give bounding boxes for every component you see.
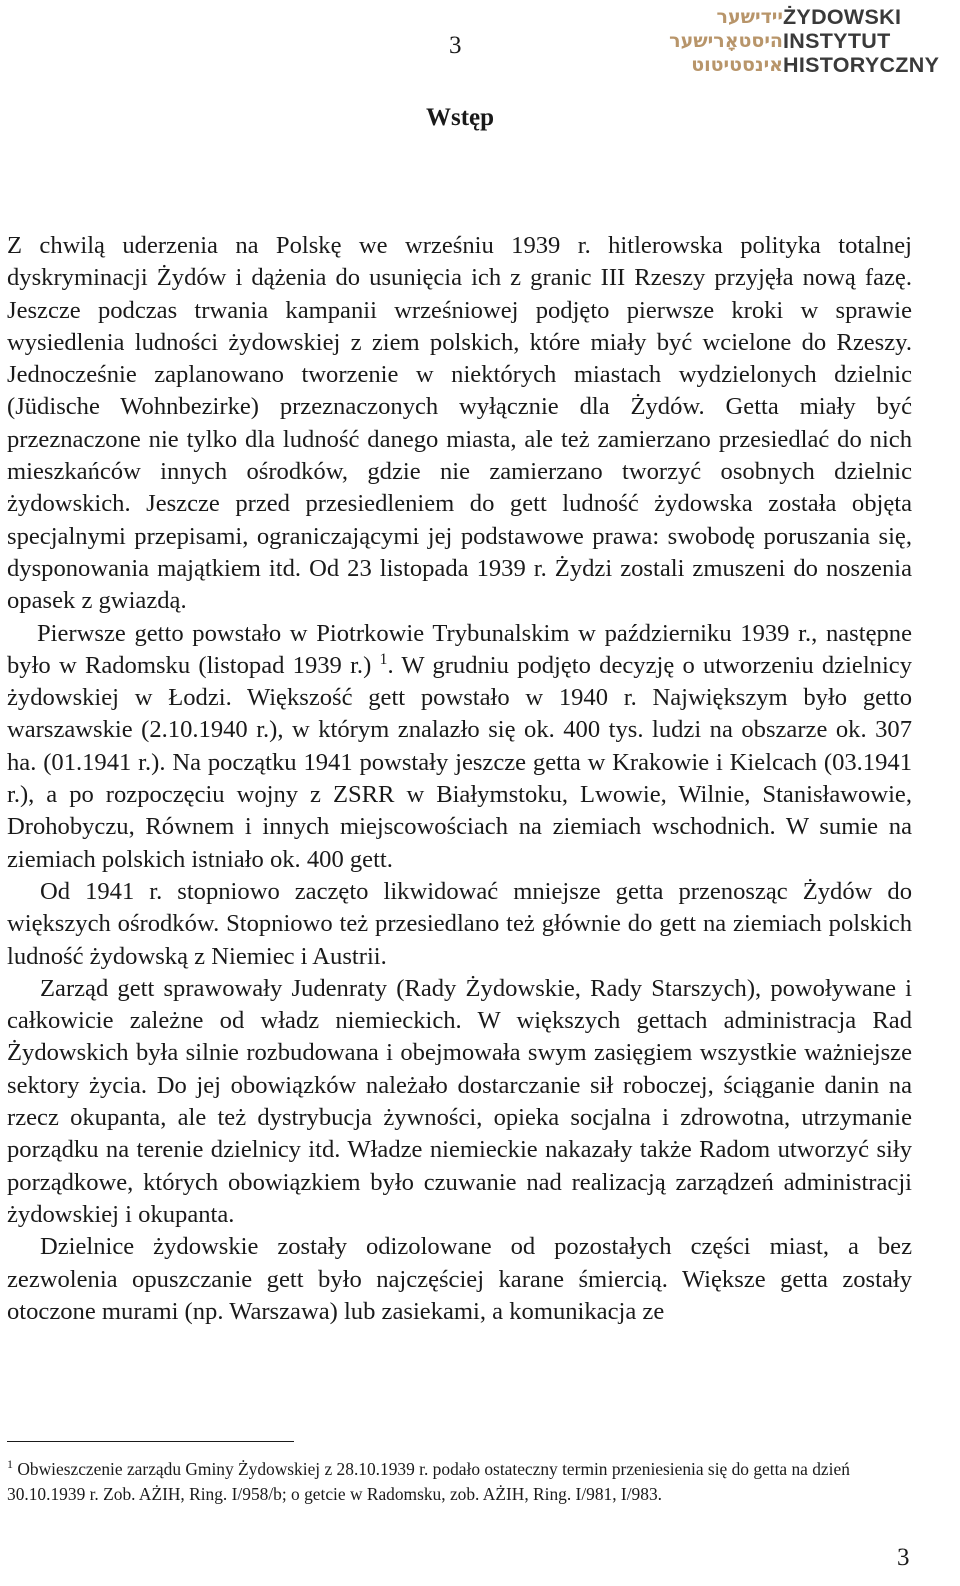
paragraph: Zarząd gett sprawowały Judenraty (Rady Żydowskie, Rady Starszych), powoływane i całkowicie zależne od władz niemieckich. W większych gettach administracja Rad Żydowskich była silnie rozbudowana i obejmowała swym zasięgiem wszystkie ważniejsze sektory życia. Do jej obowiązków należało dostarczanie sił roboczej, ściąganie danin na rzecz okupanta, ale też dystrybucja żywności, opieka socjalna i zdrowotna, utrzymanie porządku na terenie dzielnicy itd. Władze niemieckie nakazały także Radom utworzyć siły porządkowe, których obowiązkiem było czuwanie nad realizacją zarządzeń administracji żydowskiej i okupanta. [7,974,912,1228]
paragraph-text: Pierwsze getto powstało w Piotrkowie Trybunalskim w październiku 1939 r., następne było w Radomsku (listopad 1939 r.) [7,619,912,679]
footnote-reference: 1 [379,650,388,668]
footnote-separator [7,1441,294,1442]
logo-hebrew-line: אינסטיטוט [691,54,783,76]
logo-latin-line: INSTYTUT [783,29,891,53]
main-text [7,230,912,1328]
paragraph: Od 1941 r. stopniowo zaczęto likwidować mniejsze getta przenosząc Żydów do większych ośrodków. Stopniowo też przesiedlano też głównie do gett na ziemiach polskich ludność żydowską z Niemiec i Austrii. [7,877,912,970]
paragraph: Z chwilą uderzenia na Polskę we wrześniu 1939 r. hitlerowska polityka totalnej dyskryminacji Żydów i dążenia do usunięcia ich z granic III Rzeszy przyjęła nową fazę. Jeszcze podczas trwania kampanii wrześniowej podjęto pierwsze kroki w sprawie wysiedlenia ludności żydowskiej z ziem polskich, które miały być wcielone do Rzeszy. Jednocześnie zaplanowano tworzenie w niektórych miastach wydzielonych dzielnic (Jüdische Wohnbezirke) przeznaczonych wyłącznie dla Żydów. Getta miały być przeznaczone nie tylko dla ludność danego miasta, ale też zamierzano przesiedlać do nich mieszkańców innych ośrodków, gdzie nie zamierzano tworzyć osobnych dzielnic żydowskich. Jeszcze przed przesiedleniem do gett ludność żydowska została objęta specjalnymi przepisami, ograniczającymi jej podstawowe prawa: swobodę poruszania się, dysponowania majątkiem itd. Od 23 listopada 1939 r. Żydzi zostali zmuszeni do noszenia opasek z gwiazdą. [7,232,912,615]
logo-hebrew-line: היסטאָרישער [669,30,783,52]
footnote-marker: 1 [7,1457,13,1472]
paragraph-text: . W grudniu podjęto decyzję o utworzeniu dzielnicy żydowskiej w Łodzi. Większość gett powstało w 1940 r. Największym było getto warszawskie (2.10.1940 r.), w którym znalazło się ok. 400 tys. ludzi na obszarze ok. 307 ha. (01.1941 r.). Na początku 1941 powstały jeszcze getta w Krakowie i Kielcach (03.1941 r.), a po rozpoczęciu wojny z ZSRR w Białymstoku, Lwowie, Wilnie, Stanisławowie, Drohobyczu, Równem i innych miejscowościach na ziemiach wschodnich. W sumie na ziemiach polskich istniało ok. 400 gett. [7,651,913,873]
logo-latin-line: ŻYDOWSKI [783,5,902,29]
logo-hebrew-line: יידישער [716,6,783,28]
page-number-top: 3 [449,32,462,59]
section-heading: Wstęp [425,104,495,131]
paragraph [7,618,912,876]
institute-logo [613,4,953,76]
footnote [7,1457,912,1507]
footnote-text: Obwieszczenie zarządu Gminy Żydowskiej z 28.10.1939 r. podało ostateczny termin przeniesienia się do getta na dzień 30.10.1939 r. Zob. AŻIH, Ring. I/958/b; o getcie w Radomsku, zob. AŻIH, Ring. I/981, I/983. [7,1459,850,1504]
logo-latin-line: HISTORYCZNY [783,53,940,77]
paragraph: Dzielnice żydowskie zostały odizolowane od pozostałych części miast, a bez zezwolenia opuszczanie gett było najczęściej karane śmiercią. Większe getta zostały otoczone murami (np. Warszawa) lub zasiekami, a komunikacja ze [7,1233,912,1325]
page-number-bottom: 3 [897,1544,910,1571]
